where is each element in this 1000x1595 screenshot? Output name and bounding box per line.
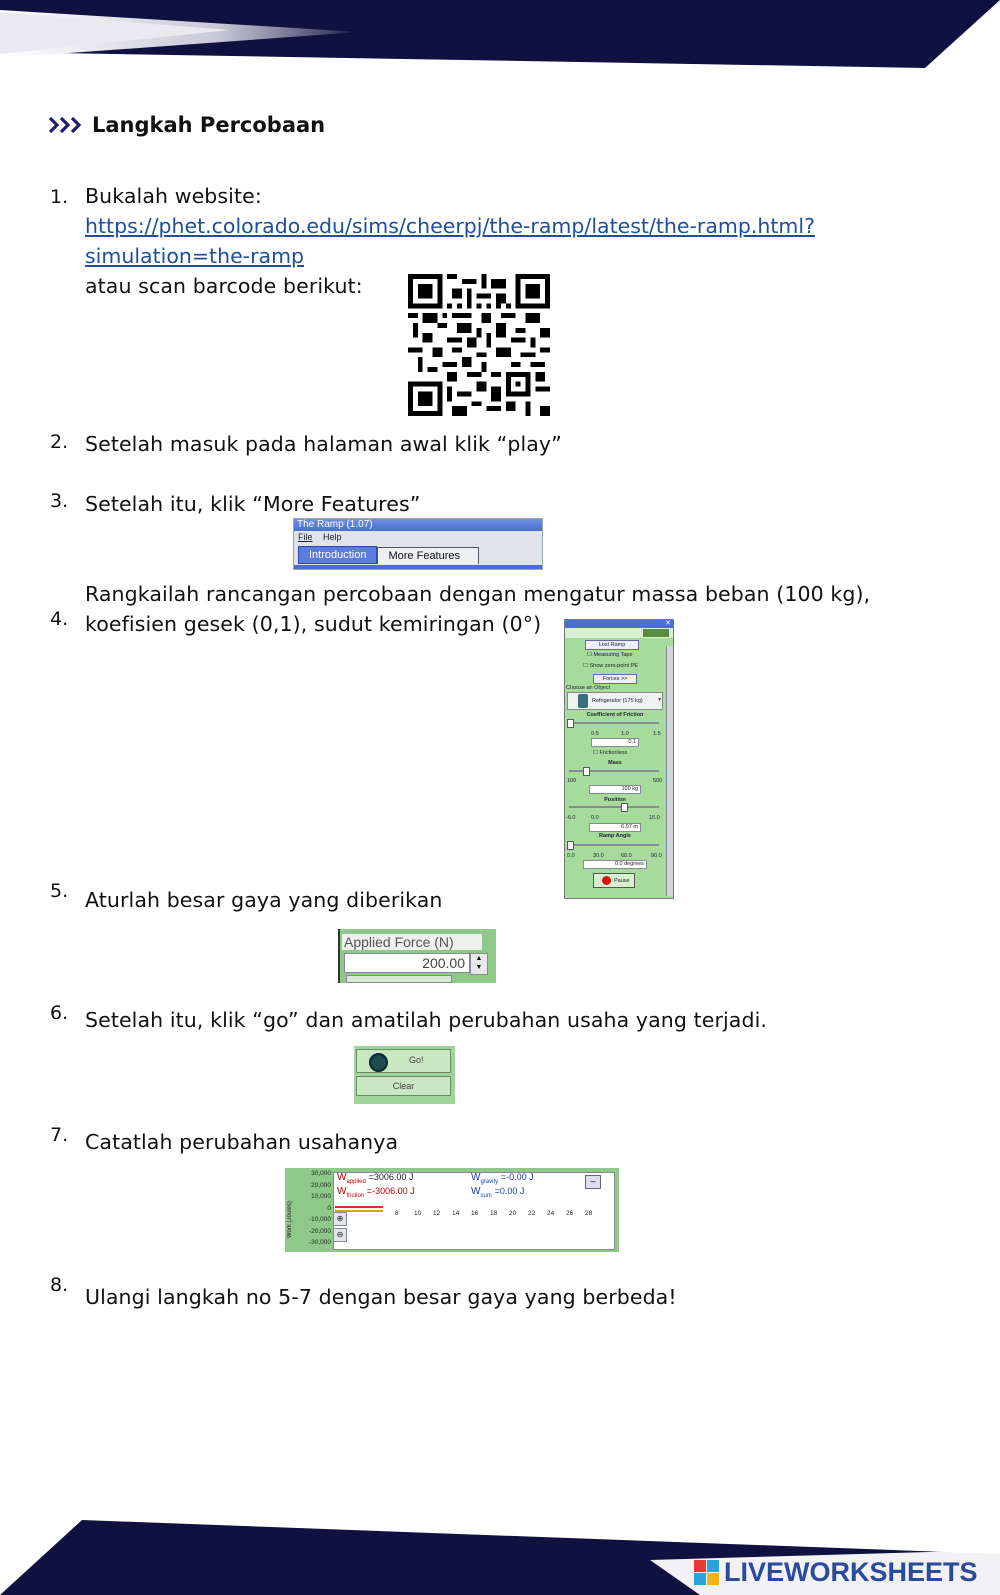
step-number: 2. [50, 431, 69, 453]
x-tick-label: 16 [471, 1210, 479, 1217]
w-sum-readout: $W_{sum} =0.00$ J [471, 1186, 525, 1199]
forces-button[interactable]: Forces >> [593, 674, 637, 684]
step-text: Setelah itu, klik “go” dan amatilah perubahan usaha yang terjadi. [85, 1008, 767, 1032]
applied-force-label: Applied Force (N) [342, 934, 482, 950]
y-tick-label: 10,000 [311, 1193, 331, 1200]
step-number: 8. [50, 1274, 69, 1296]
stop-icon [602, 876, 611, 885]
mass-value-field[interactable]: 100 kg [589, 785, 641, 794]
position-value-field[interactable]: 6.97 m [589, 823, 641, 832]
y-axis-label: Work (Joules) [287, 1201, 293, 1238]
step-text: Setelah masuk pada halaman awal klik “play” [85, 432, 562, 456]
tick: 0.5 [591, 731, 599, 737]
top-banner [0, 0, 1000, 75]
object-select[interactable]: Refrigerator (175 kg) ▾ [567, 692, 663, 710]
x-tick-label: 18 [490, 1210, 498, 1217]
menu-file[interactable]: File [298, 532, 313, 542]
friction-title: Coefficient of Friction [586, 712, 644, 718]
y-tick-label: 20,000 [311, 1181, 331, 1189]
tick: 90.0 [651, 853, 662, 859]
control-panel-screenshot [564, 619, 674, 899]
spinner-arrows-icon[interactable]: ▲ ▼ [470, 953, 488, 975]
lost-ramp-button[interactable]: Lost Ramp [585, 640, 639, 650]
tab-more-features[interactable]: More Features [377, 547, 479, 564]
position-title: Position [604, 797, 626, 803]
x-tick-label: 10 [414, 1210, 422, 1217]
go-button[interactable]: Go! [356, 1049, 451, 1073]
x-tick-label: 24 [547, 1210, 555, 1217]
tick: 0.0 [591, 815, 599, 821]
x-tick-label: 12 [433, 1210, 441, 1217]
page-title: Langkah Percobaan [92, 113, 326, 137]
y-tick-label: -30,000 [308, 1239, 331, 1246]
zoom-out-icon[interactable]: ⊖ [333, 1228, 347, 1242]
step-text: Aturlah besar gaya yang diberikan [85, 888, 443, 912]
mass-slider[interactable] [569, 770, 659, 772]
step-text: Setelah itu, klik “More Features” [85, 492, 421, 516]
x-tick-label: 26 [566, 1210, 574, 1217]
position-slider[interactable] [569, 806, 659, 808]
mass-title: Mass [608, 760, 622, 766]
friction-value-field[interactable]: 0.1 [591, 738, 639, 747]
step-text: Catatlah perubahan usahanya [85, 1130, 399, 1154]
tick: 30.0 [593, 853, 604, 859]
tick: -6.0 [566, 815, 576, 821]
y-tick-label: -20,000 [308, 1227, 331, 1235]
step-number: 1. [50, 186, 69, 208]
step-number: 4. [50, 608, 69, 630]
show-zero-checkbox[interactable]: ☐ Show zero-point PE [583, 663, 639, 669]
x-tick-label: 20 [509, 1210, 517, 1217]
close-icon[interactable]: ✕ [665, 620, 671, 627]
zoom-in-icon[interactable]: ⊕ [333, 1212, 347, 1226]
tick: 500 [653, 778, 663, 784]
tick: 1.0 [621, 731, 629, 737]
w-applied-readout: $W_{applied} =3006.00$ J [337, 1172, 414, 1185]
go-clear-screenshot [354, 1046, 455, 1104]
tabs-screenshot [293, 518, 543, 570]
y-tick-label: -10,000 [308, 1216, 331, 1223]
friction-slider[interactable] [569, 722, 659, 724]
menu-help[interactable]: Help [323, 532, 342, 542]
work-graph-screenshot [285, 1168, 619, 1252]
step-number: 5. [50, 880, 69, 902]
x-tick-label: 28 [585, 1210, 593, 1217]
y-tick-label: 30,000 [311, 1170, 331, 1177]
y-tick-label: 0 [327, 1204, 331, 1212]
angle-title: Ramp Angle [599, 833, 631, 839]
tick: 0.0 [567, 853, 575, 859]
step-text: Ulangi langkah no 5-7 dengan besar gaya yang berbeda! [85, 1285, 677, 1309]
tab-introduction[interactable]: Introduction [298, 546, 377, 564]
w-friction-readout: $W_{friction} =-3006.00$ J [337, 1186, 415, 1199]
clear-button[interactable]: Clear [356, 1076, 451, 1096]
tick: 15.0 [649, 815, 660, 821]
angle-value-field[interactable]: 0.0 degrees [583, 860, 647, 869]
frictionless-checkbox[interactable]: ☐ Frictionless [593, 750, 628, 756]
step-text-line2: koefisien gesek (0,1), sudut kemiringan (0°) [85, 612, 542, 636]
minimize-icon[interactable]: – [585, 1175, 601, 1189]
tick: 1.5 [653, 731, 661, 737]
step-text-line1: Rangkailah rancangan percobaan dengan mengatur massa beban (100 kg), [85, 582, 871, 606]
applied-force-screenshot [338, 929, 496, 983]
qr-code[interactable] [408, 274, 550, 416]
x-tick-label: 22 [528, 1210, 536, 1217]
triple-chevron-icon [48, 114, 84, 136]
liveworksheets-logo-icon [694, 1560, 720, 1586]
step-text: Bukalah website: [85, 184, 262, 208]
section-heading [48, 113, 325, 137]
window-titlebar: The Ramp (1.07) [294, 519, 542, 531]
chevron-down-icon: ▾ [658, 697, 661, 703]
w-gravity-readout: $W_{gravity} =-0.00$ J [471, 1172, 534, 1185]
step-number: 6. [50, 1002, 69, 1024]
simulation-link-cont[interactable]: simulation=the-ramp [85, 244, 305, 268]
liveworksheets-logo[interactable]: LIVEWORKSHEETS [694, 1557, 978, 1588]
x-tick-label: 14 [452, 1210, 460, 1217]
applied-force-input[interactable]: 200.00 [344, 953, 470, 973]
refrigerator-icon [578, 694, 588, 708]
go-light-icon [369, 1053, 388, 1072]
step-number: 3. [50, 490, 69, 512]
simulation-link[interactable]: https://phet.colorado.edu/sims/cheerpj/the-ramp/latest/the-ramp.html? [85, 214, 815, 238]
step-number: 7. [50, 1124, 69, 1146]
tick: 60.0 [621, 853, 632, 859]
pause-button[interactable]: Pause [593, 873, 635, 888]
x-tick-label: 8 [395, 1210, 399, 1217]
tick: 100 [567, 778, 577, 784]
angle-slider[interactable] [569, 844, 659, 846]
measuring-tape-checkbox[interactable]: ☐ Measuring Tape [587, 652, 633, 658]
step-text-after: atau scan barcode berikut: [85, 274, 363, 298]
choose-object-label: Choose an Object [566, 685, 611, 691]
